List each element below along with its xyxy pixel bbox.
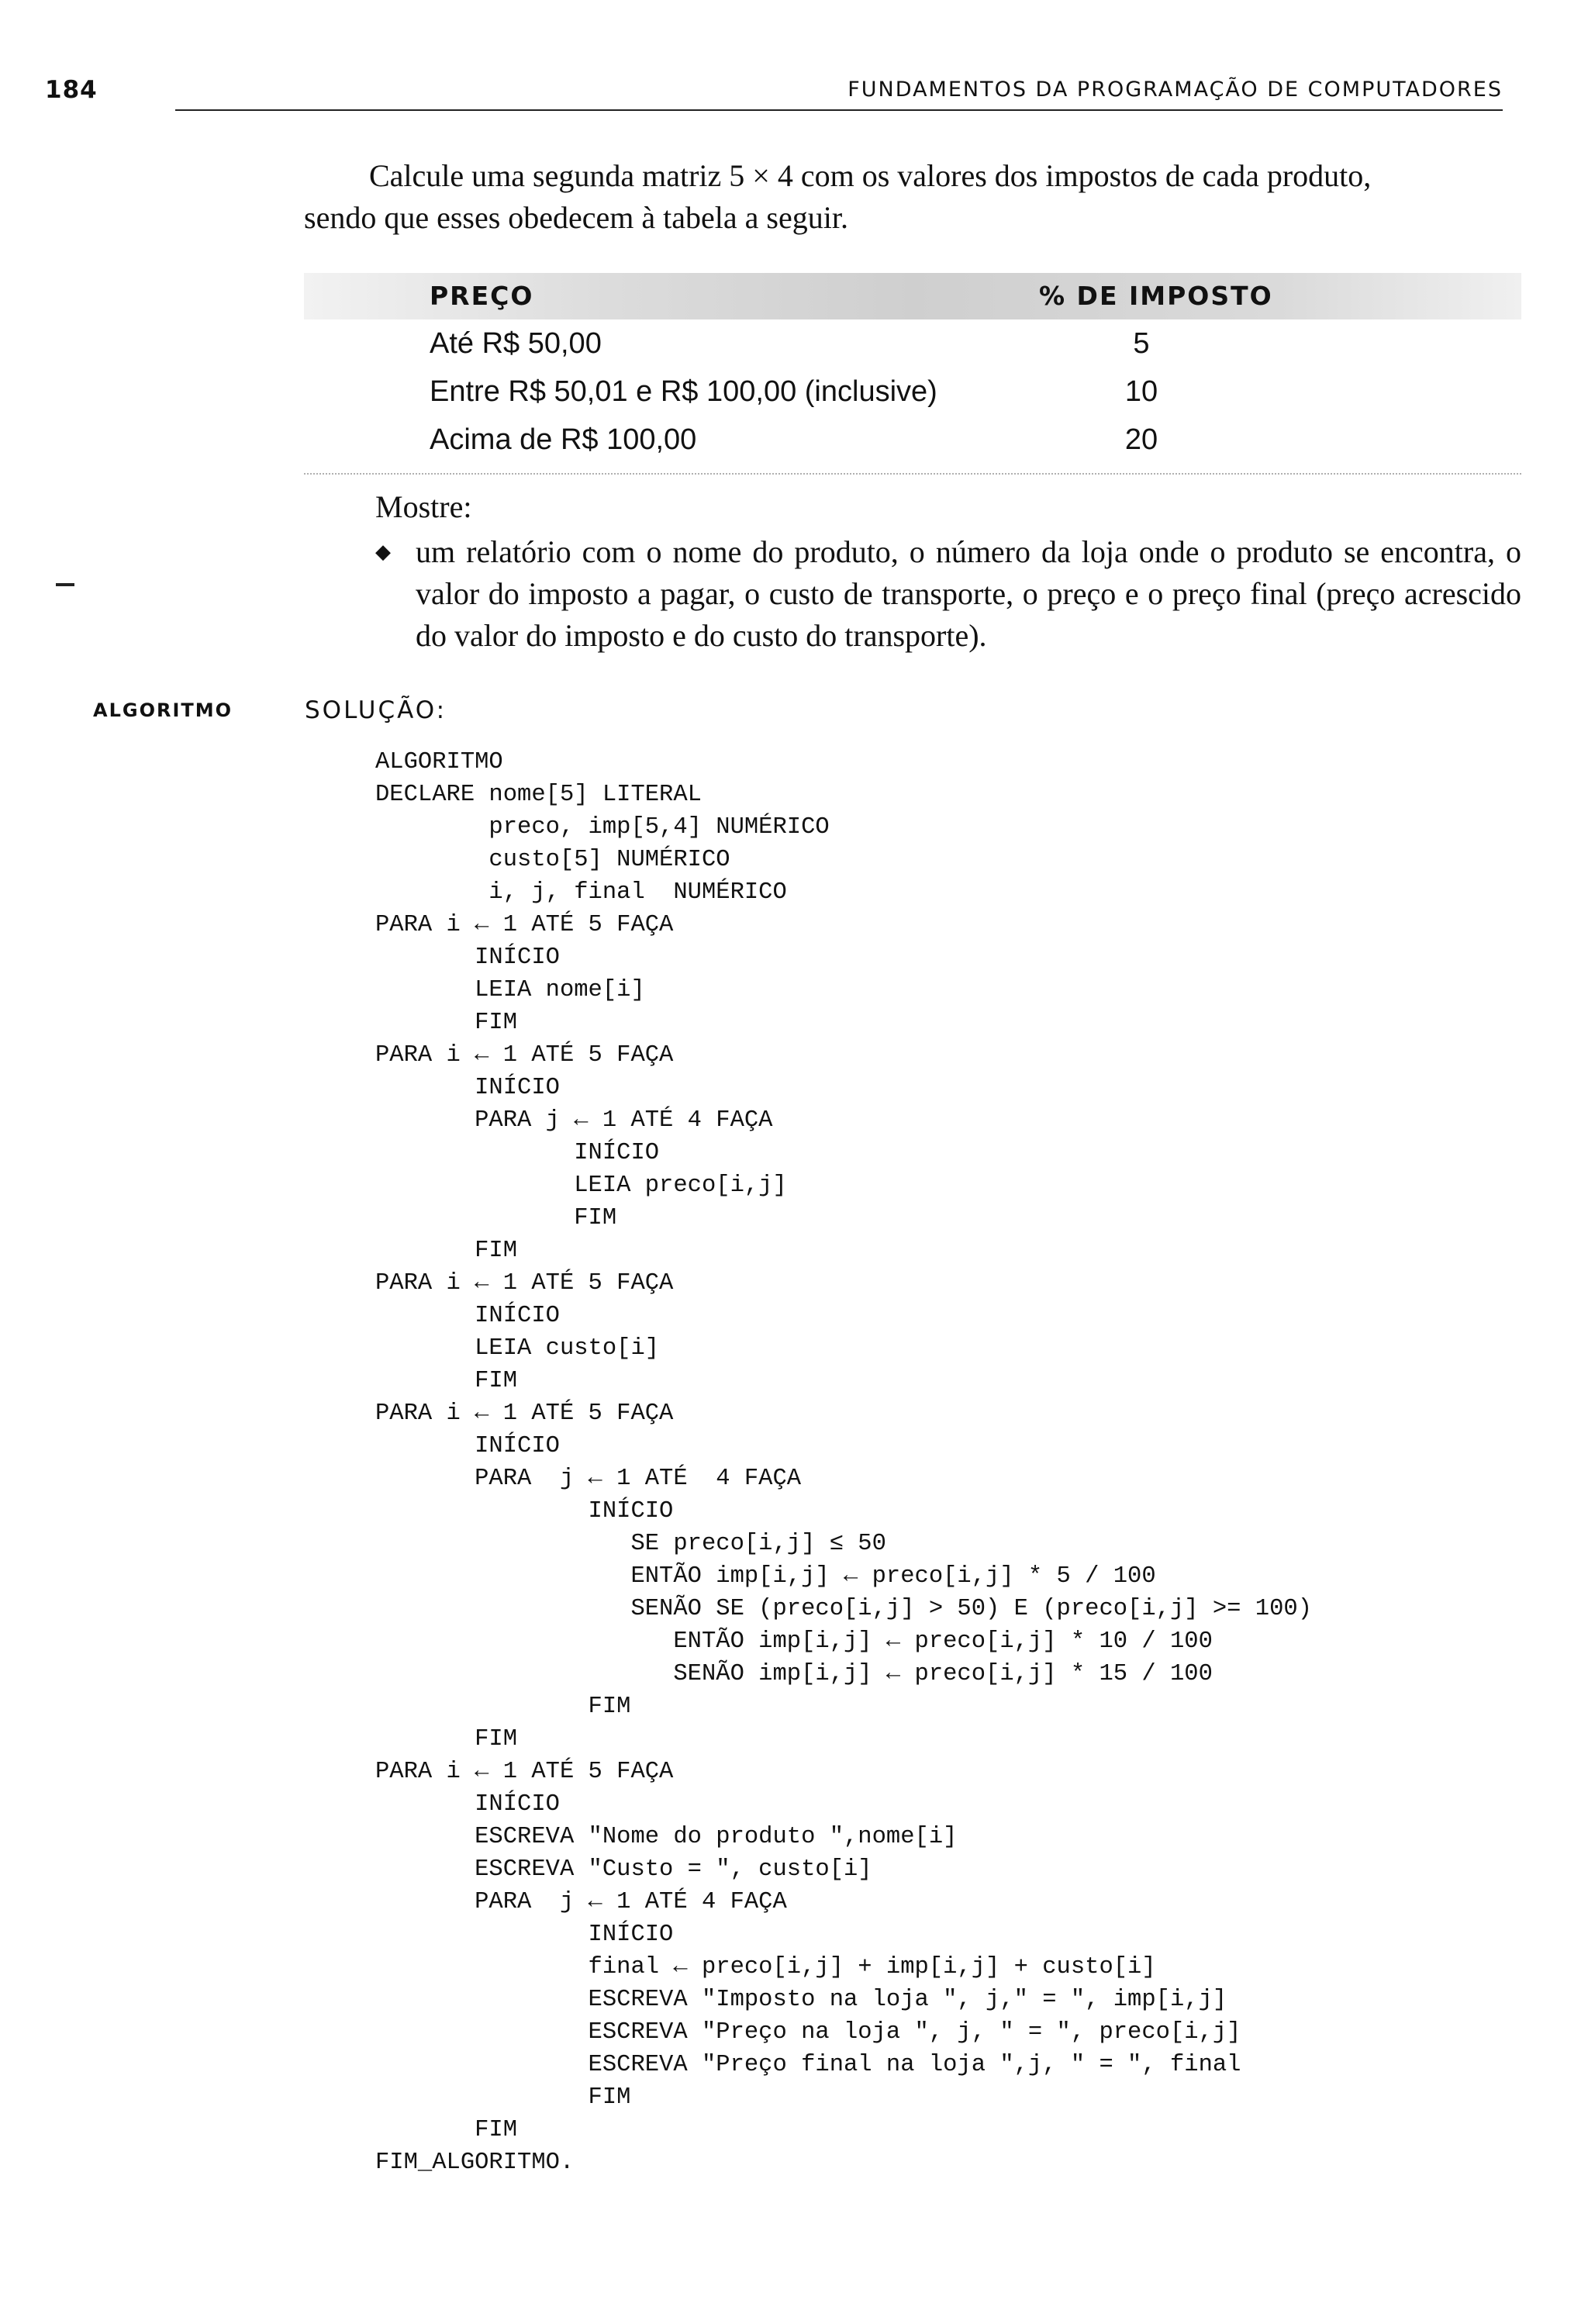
code-line: FIM (375, 1238, 518, 1264)
margin-dash-mark (56, 583, 74, 586)
intro-line-2: sendo que esses obedecem à tabela a seguir. (304, 200, 848, 235)
code-line: final ← preco[i,j] + imp[i,j] + custo[i] (375, 1954, 1156, 1980)
header-tax-percent: % DE IMPOSTO (1039, 281, 1273, 311)
table-row (304, 416, 1521, 464)
algorithm-code-block (375, 746, 1312, 2179)
solution-label: SOLUÇÃO: (305, 696, 447, 724)
code-line: FIM (375, 1010, 518, 1036)
code-line: ENTÃO imp[i,j] ← preco[i,j] * 5 / 100 (375, 1563, 1156, 1590)
instructions-label: Mostre: (375, 489, 472, 524)
row-tax-cell: 10 (1124, 375, 1158, 408)
code-line: ESCREVA "Nome do produto ",nome[i] (375, 1824, 958, 1850)
table-bottom-rule (304, 464, 1521, 475)
diamond-bullet-icon: ◆ (375, 540, 391, 563)
row-price-cell: Acima de R$ 100,00 (430, 423, 697, 456)
table-row (304, 319, 1521, 368)
row-price-cell: Até R$ 50,00 (430, 327, 602, 360)
code-line: PARA i ← 1 ATÉ 5 FAÇA (375, 1759, 674, 1785)
tax-table-header (304, 273, 1521, 319)
code-line: ALGORITMO (375, 749, 503, 775)
code-line: FIM (375, 1726, 518, 1752)
code-line: INÍCIO (375, 1498, 674, 1525)
table-row (304, 368, 1521, 416)
code-line: SENÃO imp[i,j] ← preco[i,j] * 15 / 100 (375, 1661, 1213, 1687)
tax-table (304, 273, 1521, 475)
code-line: LEIA preco[i,j] (375, 1172, 787, 1199)
code-line: SENÃO SE (preco[i,j] > 50) E (preco[i,j] >= 100) (375, 1596, 1312, 1622)
code-line: ESCREVA "Imposto na loja ", j," = ", imp[i,j] (375, 1987, 1227, 2013)
code-line: preco, imp[5,4] NUMÉRICO (375, 814, 830, 841)
code-line: FIM (375, 2084, 631, 2111)
header-rule (175, 109, 1503, 111)
running-header-title: FUNDAMENTOS DA PROGRAMAÇÃO DE COMPUTADORES (848, 78, 1503, 102)
instructions-bullet-text: um relatório com o nome do produto, o número da loja onde o produto se encontra, o valor do imposto a pagar, o custo de transporte, o preço e o preço final (preço acrescido do valor do imposto e do custo do transporte). (416, 534, 1521, 653)
code-line: LEIA custo[i] (375, 1335, 660, 1362)
code-line: PARA i ← 1 ATÉ 5 FAÇA (375, 912, 674, 938)
code-line: INÍCIO (375, 1140, 660, 1166)
code-line: SE preco[i,j] ≤ 50 (375, 1531, 886, 1557)
header-price: PREÇO (430, 281, 534, 311)
code-line: FIM_ALGORITMO. (375, 2150, 575, 2176)
code-line: PARA j ← 1 ATÉ 4 FAÇA (375, 1107, 773, 1134)
algorithm-margin-label: ALGORITMO (93, 699, 233, 721)
code-line: PARA i ← 1 ATÉ 5 FAÇA (375, 1042, 674, 1069)
code-line: i, j, final NUMÉRICO (375, 879, 787, 906)
code-line: LEIA nome[i] (375, 977, 645, 1003)
code-line: ESCREVA "Preço na loja ", j, " = ", preco[i,j] (375, 2019, 1241, 2046)
code-line: ESCREVA "Custo = ", custo[i] (375, 1856, 872, 1883)
code-line: DECLARE nome[5] LITERAL (375, 782, 702, 808)
code-line: PARA i ← 1 ATÉ 5 FAÇA (375, 1400, 674, 1427)
code-line: INÍCIO (375, 1075, 560, 1101)
code-line: INÍCIO (375, 1303, 560, 1329)
code-line: FIM (375, 1694, 631, 1720)
code-line: FIM (375, 1205, 617, 1231)
code-line: FIM (375, 1368, 518, 1394)
code-line: INÍCIO (375, 1922, 674, 1948)
row-tax-cell: 5 (1133, 327, 1150, 360)
intro-paragraph (304, 155, 1521, 239)
row-price-cell: Entre R$ 50,01 e R$ 100,00 (inclusive) (430, 375, 937, 408)
code-line: INÍCIO (375, 944, 560, 971)
page-number: 184 (45, 76, 98, 104)
code-line: PARA i ← 1 ATÉ 5 FAÇA (375, 1270, 674, 1297)
code-line: PARA j ← 1 ATÉ 4 FAÇA (375, 1466, 802, 1492)
intro-line-1: Calcule uma segunda matriz 5 × 4 com os valores dos impostos de cada produto, (369, 158, 1372, 193)
code-line: ESCREVA "Preço final na loja ",j, " = ", final (375, 2052, 1241, 2078)
row-tax-cell: 20 (1124, 423, 1158, 456)
code-line: PARA j ← 1 ATÉ 4 FAÇA (375, 1889, 787, 1915)
code-line: INÍCIO (375, 1433, 560, 1459)
code-line: ENTÃO imp[i,j] ← preco[i,j] * 10 / 100 (375, 1628, 1213, 1655)
code-line: FIM (375, 2117, 518, 2143)
code-line: custo[5] NUMÉRICO (375, 847, 730, 873)
code-line: INÍCIO (375, 1791, 560, 1818)
